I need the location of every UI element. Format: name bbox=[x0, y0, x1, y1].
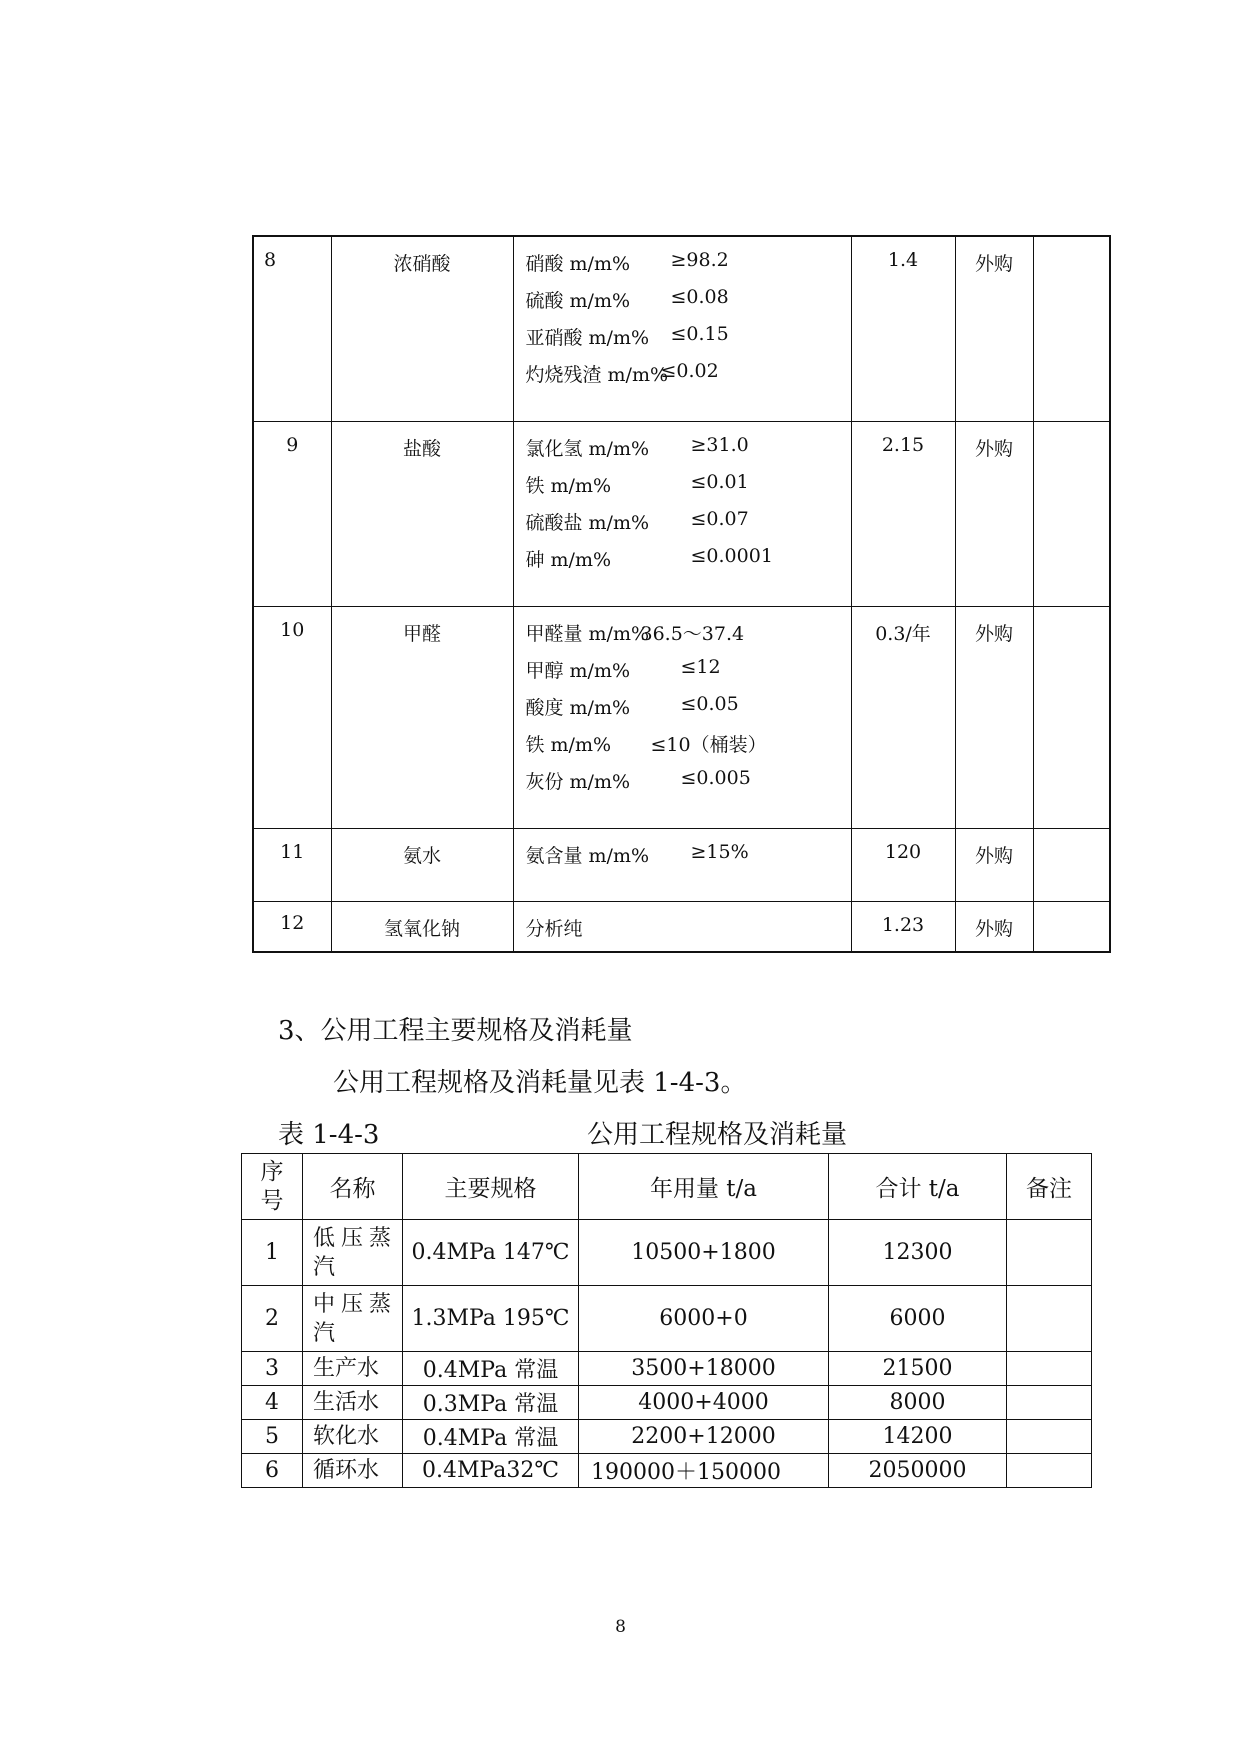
spec-value: ≤0.07 bbox=[690, 507, 749, 530]
table-row bbox=[253, 236, 1110, 421]
cell-source: 外购 bbox=[955, 421, 1033, 606]
cell-name: 氢氧化钠 bbox=[331, 901, 513, 952]
spec-value: ≤0.05 bbox=[680, 692, 739, 715]
cell-name bbox=[303, 1286, 403, 1352]
cell-spec: 0.3MPa 常温 bbox=[403, 1386, 579, 1420]
cell-annual: 10500+1800 bbox=[579, 1220, 829, 1286]
spec-value: ≤0.08 bbox=[670, 286, 729, 308]
cell-no: 9 bbox=[253, 421, 331, 606]
cell-quantity: 120 bbox=[851, 828, 955, 901]
cell-name-line1: 生产水 bbox=[313, 1356, 380, 1381]
spec-value: ≤12 bbox=[680, 655, 721, 678]
table-row bbox=[242, 1286, 1092, 1352]
spec-key: 酸度 m/m% bbox=[525, 696, 631, 719]
cell-no: 5 bbox=[242, 1420, 303, 1454]
spec-key: 甲醛量 m/m% bbox=[525, 622, 650, 645]
section-heading: 3、公用工程主要规格及消耗量 bbox=[278, 1016, 633, 1046]
spec-value: ≤10（桶装） bbox=[650, 733, 767, 756]
cell-name bbox=[303, 1420, 403, 1454]
spec-line bbox=[526, 914, 851, 951]
cell-total: 14200 bbox=[829, 1420, 1007, 1454]
cell-name bbox=[303, 1386, 403, 1420]
cell-note bbox=[1007, 1420, 1092, 1454]
cell-name-line1: 中压蒸 bbox=[313, 1291, 398, 1317]
cell-name: 浓硝酸 bbox=[331, 236, 513, 421]
cell-no: 1 bbox=[242, 1220, 303, 1286]
cell-spec: 0.4MPa 147℃ bbox=[403, 1220, 579, 1286]
cell-name-line2: 汽 bbox=[313, 1254, 336, 1280]
cell-annual: 4000+4000 bbox=[579, 1386, 829, 1420]
spec-line bbox=[526, 619, 851, 656]
cell-note bbox=[1007, 1386, 1092, 1420]
spec-value: ≥31.0 bbox=[690, 433, 749, 456]
cell-spec bbox=[513, 901, 851, 952]
table-row bbox=[242, 1352, 1092, 1386]
cell-quantity: 1.23 bbox=[851, 901, 955, 952]
cell-note bbox=[1033, 421, 1110, 606]
cell-note bbox=[1007, 1286, 1092, 1352]
cell-annual: 6000+0 bbox=[579, 1286, 829, 1352]
cell-quantity: 2.15 bbox=[851, 421, 955, 606]
cell-spec bbox=[513, 421, 851, 606]
cell-no: 10 bbox=[253, 606, 331, 828]
cell-spec bbox=[513, 236, 851, 421]
cell-spec: 1.3MPa 195℃ bbox=[403, 1286, 579, 1352]
cell-name-line1: 循环水 bbox=[313, 1458, 380, 1483]
spec-line bbox=[526, 286, 851, 323]
cell-no: 3 bbox=[242, 1352, 303, 1386]
spec-value: ≥98.2 bbox=[670, 249, 729, 271]
cell-name-line2: 汽 bbox=[313, 1320, 336, 1346]
spec-line bbox=[526, 508, 851, 545]
cell-spec: 0.4MPa 常温 bbox=[403, 1420, 579, 1454]
spec-value: ≤0.01 bbox=[690, 470, 749, 493]
cell-total: 2050000 bbox=[829, 1454, 1007, 1488]
cell-source: 外购 bbox=[955, 236, 1033, 421]
cell-note bbox=[1033, 901, 1110, 952]
spec-key: 分析纯 bbox=[525, 917, 583, 940]
spec-line bbox=[526, 693, 851, 730]
utilities-table bbox=[241, 1153, 1092, 1488]
spec-line bbox=[526, 841, 851, 878]
cell-spec bbox=[513, 606, 851, 828]
page-number: 8 bbox=[615, 1617, 626, 1637]
cell-source: 外购 bbox=[955, 901, 1033, 952]
spec-line bbox=[526, 360, 851, 397]
cell-annual: 3500+18000 bbox=[579, 1352, 829, 1386]
spec-key: 砷 m/m% bbox=[525, 548, 612, 571]
spec-value: 36.5～37.4 bbox=[640, 622, 745, 645]
spec-key: 灼烧残渣 m/m% bbox=[525, 364, 669, 386]
cell-quantity: 0.3/年 bbox=[851, 606, 955, 828]
section-paragraph: 公用工程规格及消耗量见表 1-4-3。 bbox=[333, 1068, 747, 1098]
cell-name bbox=[303, 1352, 403, 1386]
cell-no: 12 bbox=[253, 901, 331, 952]
spec-key: 硫酸盐 m/m% bbox=[525, 511, 650, 534]
cell-name: 甲醛 bbox=[331, 606, 513, 828]
cell-annual: 190000＋150000 bbox=[579, 1454, 829, 1488]
cell-name: 盐酸 bbox=[331, 421, 513, 606]
spec-line bbox=[526, 730, 851, 767]
spec-line bbox=[526, 249, 851, 286]
table-header-row bbox=[242, 1154, 1092, 1220]
spec-value: ≤0.15 bbox=[670, 323, 729, 345]
cell-spec: 0.4MPa 常温 bbox=[403, 1352, 579, 1386]
cell-source: 外购 bbox=[955, 828, 1033, 901]
cell-total: 21500 bbox=[829, 1352, 1007, 1386]
cell-no: 8 bbox=[253, 236, 331, 421]
spec-key: 灰份 m/m% bbox=[525, 770, 631, 793]
cell-name-line1: 生活水 bbox=[313, 1390, 380, 1415]
raw-materials-table bbox=[252, 235, 1111, 953]
header-total: 合计 t/a bbox=[829, 1154, 1007, 1220]
cell-note bbox=[1033, 236, 1110, 421]
cell-note bbox=[1007, 1454, 1092, 1488]
table-row bbox=[242, 1420, 1092, 1454]
spec-value: ≤0.02 bbox=[660, 360, 719, 382]
table-row bbox=[253, 421, 1110, 606]
cell-name bbox=[303, 1220, 403, 1286]
table-row bbox=[242, 1454, 1092, 1488]
spec-key: 甲醇 m/m% bbox=[525, 659, 631, 682]
cell-spec bbox=[513, 828, 851, 901]
cell-no: 6 bbox=[242, 1454, 303, 1488]
table-row bbox=[253, 828, 1110, 901]
table-caption-number: 表 1-4-3 bbox=[278, 1120, 380, 1150]
cell-spec: 0.4MPa32℃ bbox=[403, 1454, 579, 1488]
cell-name-line1: 软化水 bbox=[313, 1424, 380, 1449]
spec-key: 铁 m/m% bbox=[525, 474, 612, 497]
cell-total: 12300 bbox=[829, 1220, 1007, 1286]
header-seq-line2: 号 bbox=[260, 1187, 284, 1214]
spec-line bbox=[526, 656, 851, 693]
cell-no: 11 bbox=[253, 828, 331, 901]
header-seq-line1: 序 bbox=[260, 1158, 284, 1185]
cell-name-line1: 低压蒸 bbox=[313, 1225, 398, 1251]
cell-total: 8000 bbox=[829, 1386, 1007, 1420]
spec-key: 亚硝酸 m/m% bbox=[525, 327, 650, 349]
spec-key: 氯化氢 m/m% bbox=[525, 437, 650, 460]
header-note: 备注 bbox=[1007, 1154, 1092, 1220]
table-row bbox=[242, 1220, 1092, 1286]
spec-key: 氨含量 m/m% bbox=[525, 844, 650, 867]
cell-total: 6000 bbox=[829, 1286, 1007, 1352]
header-name: 名称 bbox=[303, 1154, 403, 1220]
table-caption-title: 公用工程规格及消耗量 bbox=[587, 1120, 848, 1150]
cell-note bbox=[1007, 1220, 1092, 1286]
cell-no: 4 bbox=[242, 1386, 303, 1420]
cell-note bbox=[1007, 1352, 1092, 1386]
spec-value: ≤0.0001 bbox=[690, 544, 773, 567]
spec-line bbox=[526, 434, 851, 471]
spec-key: 硝酸 m/m% bbox=[525, 253, 631, 275]
table-row bbox=[242, 1386, 1092, 1420]
header-seq bbox=[242, 1154, 303, 1220]
spec-key: 硫酸 m/m% bbox=[525, 290, 631, 312]
spec-line bbox=[526, 545, 851, 582]
cell-annual: 2200+12000 bbox=[579, 1420, 829, 1454]
cell-quantity: 1.4 bbox=[851, 236, 955, 421]
cell-no: 2 bbox=[242, 1286, 303, 1352]
spec-value: ≥15% bbox=[690, 840, 749, 863]
spec-line bbox=[526, 767, 851, 804]
spec-value: ≤0.005 bbox=[680, 766, 751, 789]
table-row bbox=[253, 901, 1110, 952]
cell-note bbox=[1033, 828, 1110, 901]
cell-source: 外购 bbox=[955, 606, 1033, 828]
header-spec: 主要规格 bbox=[403, 1154, 579, 1220]
spec-line bbox=[526, 323, 851, 360]
cell-name bbox=[303, 1454, 403, 1488]
header-annual: 年用量 t/a bbox=[579, 1154, 829, 1220]
spec-line bbox=[526, 471, 851, 508]
cell-name: 氨水 bbox=[331, 828, 513, 901]
table-row bbox=[253, 606, 1110, 828]
spec-key: 铁 m/m% bbox=[525, 733, 612, 756]
cell-note bbox=[1033, 606, 1110, 828]
